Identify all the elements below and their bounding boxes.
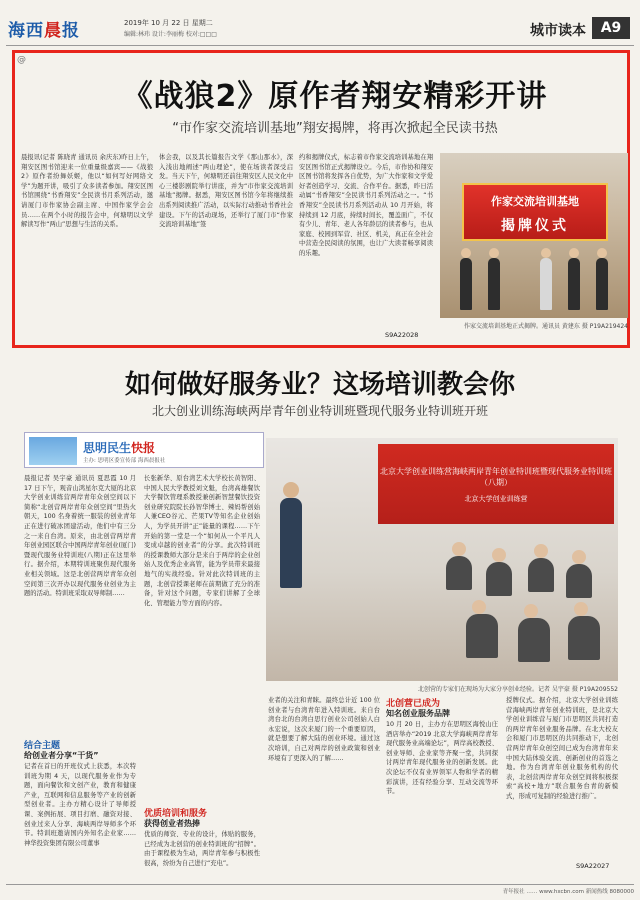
issue-date: 2019年 10 月 22 日 星期二 — [124, 19, 213, 27]
audience-member — [518, 618, 550, 662]
article-1-code: S9A22028 — [385, 331, 419, 339]
column-host: 主办: 思明区委宣传部 海西晨报社 — [83, 458, 166, 464]
at-icon: @ — [17, 55, 26, 65]
audience-member — [446, 556, 472, 590]
article-2-column-1: 晨报记者 吴宇豪 通讯员 夏思霞 10 月 17 日下午，观音山鸿星尔克大厦的北京大学创业训练营两岸青年众创空间以下简称“北创营两岸青年众创空间”里热火朝天，100 名身着统一服装的创业青年正在进行破冰团建活动，他们中有三分之一来自台湾。原来，由北创营两岸青年创业园区联合中国两岸青年创业(厦门)暨现代服务业特训班(八期)正在这里举行。据介绍，本期特训班聚焦现代服务业相关领域。这是北创营两岸青年众创空间第三次开办以现代服务业创业为主题的活动。特训班采取双导师制…… — [24, 475, 136, 598]
article-1-column-1: 晨报讯(记者 陈晓青 通讯员 余庆东)昨日上午，翔安区图书馆迎来一位重量级嘉宾——《战狼2》原作者纷舞妖姬，他以“如何写好网络文学”为题开讲，吸引了众多读者参加。翔安区图书馆围绕“书香翔安”全民读书月系列活动，邀请厦门市作家协会副主席、中国作家学会会员……在两个小时的报告会中，何塘明以文学解读写作“两山”思想与生活的关系。 — [21, 154, 153, 229]
person-figure — [540, 258, 552, 310]
column-title: 思明民生快报 — [83, 441, 156, 455]
page-number: A9 — [592, 17, 630, 39]
person-figure — [596, 258, 608, 310]
column-header — [24, 432, 264, 468]
article-2-subtitle: 北大创业训练海峡两岸青年创业特训班暨现代服务业特训班开班 — [151, 404, 488, 418]
article-1-title: 《战狼2》原作者翔安精彩开讲 — [122, 79, 548, 114]
article-2-photo — [266, 438, 618, 681]
projection-screen: 北京大学创业训练营海峡两岸青年创业特训班暨现代服务业特训班（八期） 北京大学创业训练营 — [378, 444, 614, 524]
person-figure — [568, 258, 580, 310]
article-2-column-2: 长张新华、原台湾艺术大学校长黄智阳、中国人民大学教授刘文魁，台湾高雄餐饮大学餐饮管理系教授兼创新智慧餐饮投资创业研究院院长孙智华博士、辣妈帮创始人兼CEO谷元、芒果TV等知名企业创始人，为学员开讲“正”能量的课程……下午开始的第一堂是一个“如何从一个平凡人变成卓越的创业者”的分享。此次特训班的授课教师大部分是来自于两岸的企业创始人及优秀企业高管，能为学员带来最接地气的实战经验。针对此次特训班的主题，北创营授课老师在前期做了充分的准备，针对这个问题，专家们讲解了全球化、管理能力等方面的内容。 — [144, 475, 260, 607]
newspaper-logo: 海西晨报 — [8, 21, 80, 41]
article-1-photo — [440, 153, 628, 318]
article-1-column-3: 约和揭牌仪式，标志着市作家交流培训基地在翔安区图书馆正式揭牌设立。今后，市作协和翔安区图书馆将发挥各自优势，为广大作家和文学爱好者创造学习、交流、合作平台。据悉，昨日活动属“书香翔安”全民读书月系列活动之一。“书香翔安”全民读书月系列活动从 10 月开始，将持续到 12 月底，持续时间长，覆盖面广，不仅有少儿、青年、老人各年龄层的读者参与，也从家庭、校园到军营、社区、机关，真正在全社会中营造全民阅读的氛围，也让广大读者畅享阅读的乐趣。 — [299, 154, 433, 257]
subhead-2: 优质培训和服务 — [144, 809, 208, 819]
person-figure — [488, 258, 500, 310]
article-2-column-2b: 优质的师资、专业的设计，体贴的服务，已经成为北创营的创业特训班的“招牌”。由于课程极为生动，两岸青年参与积极性很高，纷纷为自己进行“充电”。 — [144, 831, 260, 867]
article-1-photo-caption: 作家交流培训基地正式揭牌。通讯员 黄建东 摄 P19A219424 — [464, 323, 628, 330]
page-footer: 青年报社 …… www.hxcbn.com 新闻热线 8080000 — [6, 884, 634, 895]
masthead — [6, 12, 634, 46]
article-2-title: 如何做好服务业？这场培训教会你 — [124, 370, 515, 400]
article-2-column-4: 授牌仪式。据介绍，北京大学创业训练营海峡两岸青年创业特训班，是北京大学创业训练营与厦门市思明区共同打造的两岸青年创业服务品牌。在北大校友会和厦门市思明区的共同推动下，北创营两岸青年众创空间已成为台湾青年来中国大陆体验交流、创新创业的首选之地。作为台湾青年创业服务机构的代表，北创营两岸青年众创空间将积极探索“高校+地方”联合服务台青的新模式，形成可复制的经验进行推广。 — [506, 697, 618, 800]
article-2-code: S9A22027 — [576, 862, 610, 870]
subhead-1: 结合主题 — [24, 741, 61, 751]
person-figure — [460, 258, 472, 310]
subhead-3b: 知名创业服务品牌 — [386, 709, 450, 718]
section-name: 城市读本 — [530, 23, 586, 39]
audience-member — [568, 616, 600, 660]
article-1-column-2: 体会我，以及其长篇报告文学《那山那水》，深入浅出地阐述“两山理论”，使在场读者深受启发。当天下午，何塘明还前往翔安区人民文化中心三楼影剧院举行讲座，并为“市作家交流培训基地”揭牌。据悉，翔安区图书馆今年将继续推出系列阅读推广活动，以实际行动推动书香社会建设。下午的活动现场，还举行了厦门市“作家交流培训基地”签 — [159, 154, 293, 229]
audience-member — [566, 564, 592, 598]
article-2-column-1b: 记者在首日的开班仪式上获悉，本次特训班为期 4 天，以现代服务业作为专题，面向餐饮和文创产业，教育和健康产业，互联网和信息服务等产业的创新型创业者。主办方精心设计了导师授课、案例拓展、项目打磨、融资对接、创业过来人分享、海峡两岸导师多个环节。特训班邀请国内外知名企业家……神华投资集团有限公司董事 — [24, 763, 136, 847]
audience-member — [466, 614, 498, 658]
speaker-figure — [280, 498, 302, 588]
city-skyline-icon — [29, 437, 77, 465]
article-1-highlight-box — [12, 50, 630, 348]
audience-member — [486, 562, 512, 596]
editor-credits: 编辑:林玮 设计:李丽梅 校对:□□□ — [124, 31, 217, 38]
article-2-column-3b: 10 月 20 日，主办方在思明区海悦山庄酒店举办“2019 北京大学海峡两岸青年现代服务业高端论坛”，两岸高校教授、创业导师、企业家等齐聚一堂，共同探讨两岸青年现代服务业的创新发展。此次论坛不仅有业界领军人物和学者的精彩演讲，还有经验分享、互动交流等环节。 — [386, 721, 498, 796]
ceremony-banner: 作家交流培训基地 揭牌仪式 — [462, 183, 608, 241]
article-2-photo-caption: 北创营的专家们在现场为大家分享创业经验。记者 吴宇豪 摄 P19A209552 — [418, 686, 618, 693]
subhead-3: 北创营已成为 — [386, 699, 441, 709]
article-2-column-3: 业者的关注和青睐。最终总计近 100 位创业者与台湾青年进入特训班。来自台湾台北的台湾白思行创业公司创始人白永宏说，这次来厦门的一个重要原因，就是想要了解大陆的创业环境。通过这次培训，自己对两岸的创业政策和创业环境有了更深入的了解…… — [268, 697, 380, 762]
article-1-subtitle: “市作家交流培训基地”翔安揭牌，将再次掀起全民读书热 — [172, 121, 498, 136]
audience-member — [528, 558, 554, 592]
subhead-2b: 获得创业者热捧 — [144, 819, 200, 828]
subhead-1b: 给创业者分享“干货” — [24, 751, 99, 760]
